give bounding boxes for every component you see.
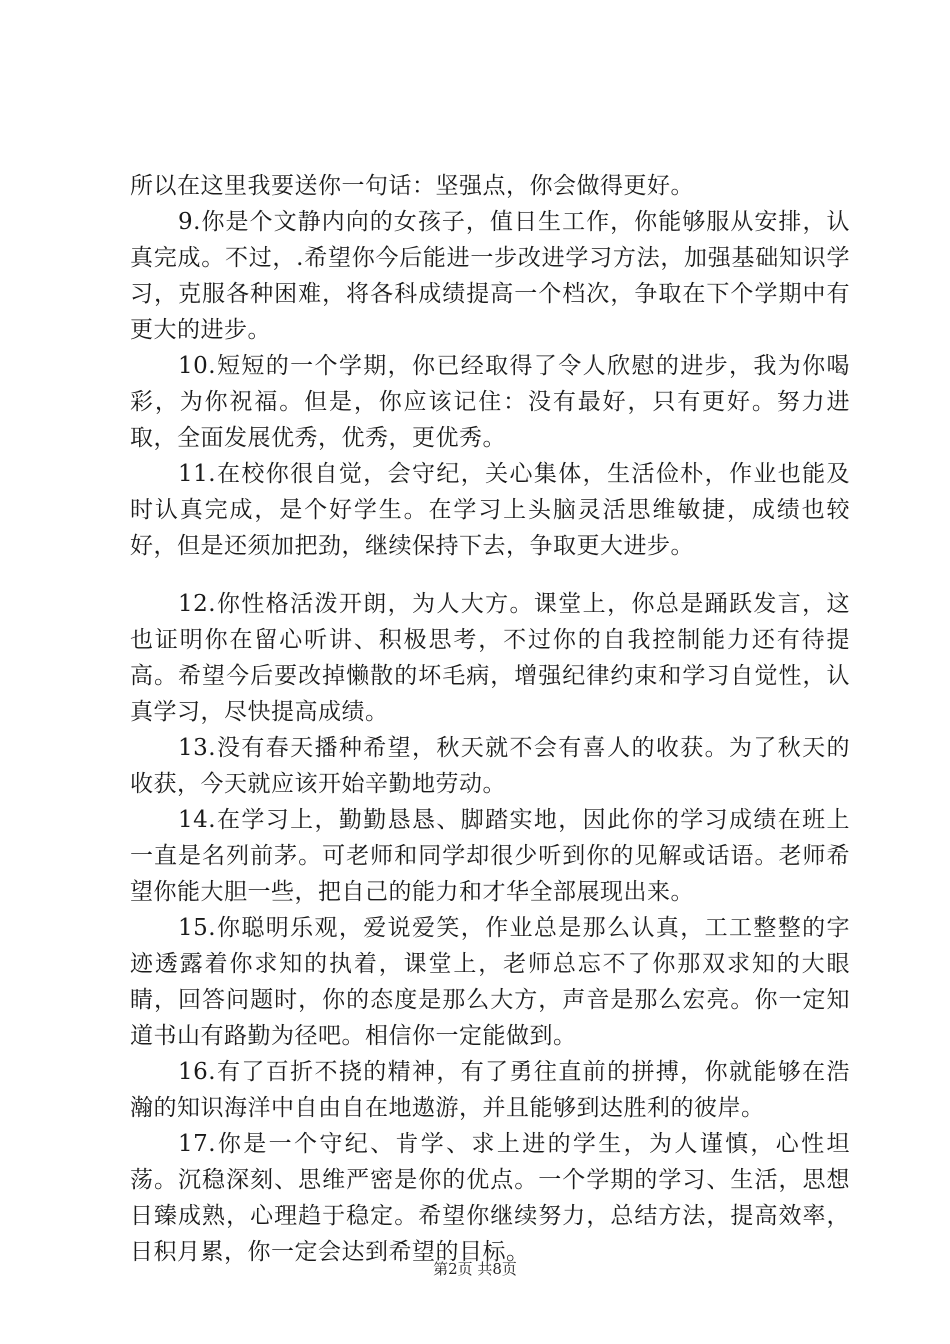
- document-body: [130, 168, 850, 1270]
- paragraph-spacer: [130, 564, 850, 586]
- paragraph-comment-17: 17.你是一个守纪、肯学、求上进的学生，为人谨慎，心性坦荡。沉稳深刻、思维严密是你的优点。一个学期的学习、生活，思想日臻成熟，心理趋于稳定。希望你继续努力，总结方法，提高效率，日积月累，你一定会达到希望的目标。: [130, 1131, 850, 1265]
- paragraph-comment-15: 15.你聪明乐观，爱说爱笑，作业总是那么认真，工工整整的字迹透露着你求知的执着，课堂上，老师总忘不了你那双求知的大眼睛，回答问题时，你的态度是那么大方，声音是那么宏亮。你一定知道书山有路勤为径吧。相信你一定能做到。: [130, 915, 850, 1049]
- paragraph-continuation: 所以在这里我要送你一句话：坚强点，你会做得更好。: [130, 173, 694, 199]
- paragraph-comment-13: 13.没有春天播种希望，秋天就不会有喜人的收获。为了秋天的收获，今天就应该开始辛勤地劳动。: [130, 735, 850, 797]
- page-number-footer: 第2页 共8页: [433, 1260, 517, 1278]
- paragraph-comment-11: 11.在校你很自觉，会守纪，关心集体，生活俭朴，作业也能及时认真完成，是个好学生。在学习上头脑灵活思维敏捷，成绩也较好，但是还须加把劲，继续保持下去，争取更大进步。: [130, 461, 850, 559]
- paragraph-comment-10: 10.短短的一个学期，你已经取得了令人欣慰的进步，我为你喝彩，为你祝福。但是，你应该记住：没有最好，只有更好。努力进取，全面发展优秀，优秀，更优秀。: [130, 353, 850, 451]
- paragraph-comment-16: 16.有了百折不挠的精神，有了勇往直前的拼搏，你就能够在浩瀚的知识海洋中自由自在地遨游，并且能够到达胜利的彼岸。: [130, 1059, 850, 1121]
- paragraph-comment-9: 9.你是个文静内向的女孩子，值日生工作，你能够服从安排，认真完成。不过，.希望你今后能进一步改进学习方法，加强基础知识学习，克服各种困难，将各科成绩提高一个档次，争取在下个学期中有更大的进步。: [130, 209, 850, 343]
- paragraph-comment-12: 12.你性格活泼开朗，为人大方。课堂上，你总是踊跃发言，这也证明你在留心听讲、积极思考，不过你的自我控制能力还有待提高。希望今后要改掉懒散的坏毛病，增强纪律约束和学习自觉性，认真学习，尽快提高成绩。: [130, 591, 850, 725]
- paragraph-comment-14: 14.在学习上，勤勤恳恳、脚踏实地，因此你的学习成绩在班上一直是名列前茅。可老师和同学却很少听到你的见解或话语。老师希望你能大胆一些，把自己的能力和才华全部展现出来。: [130, 807, 850, 905]
